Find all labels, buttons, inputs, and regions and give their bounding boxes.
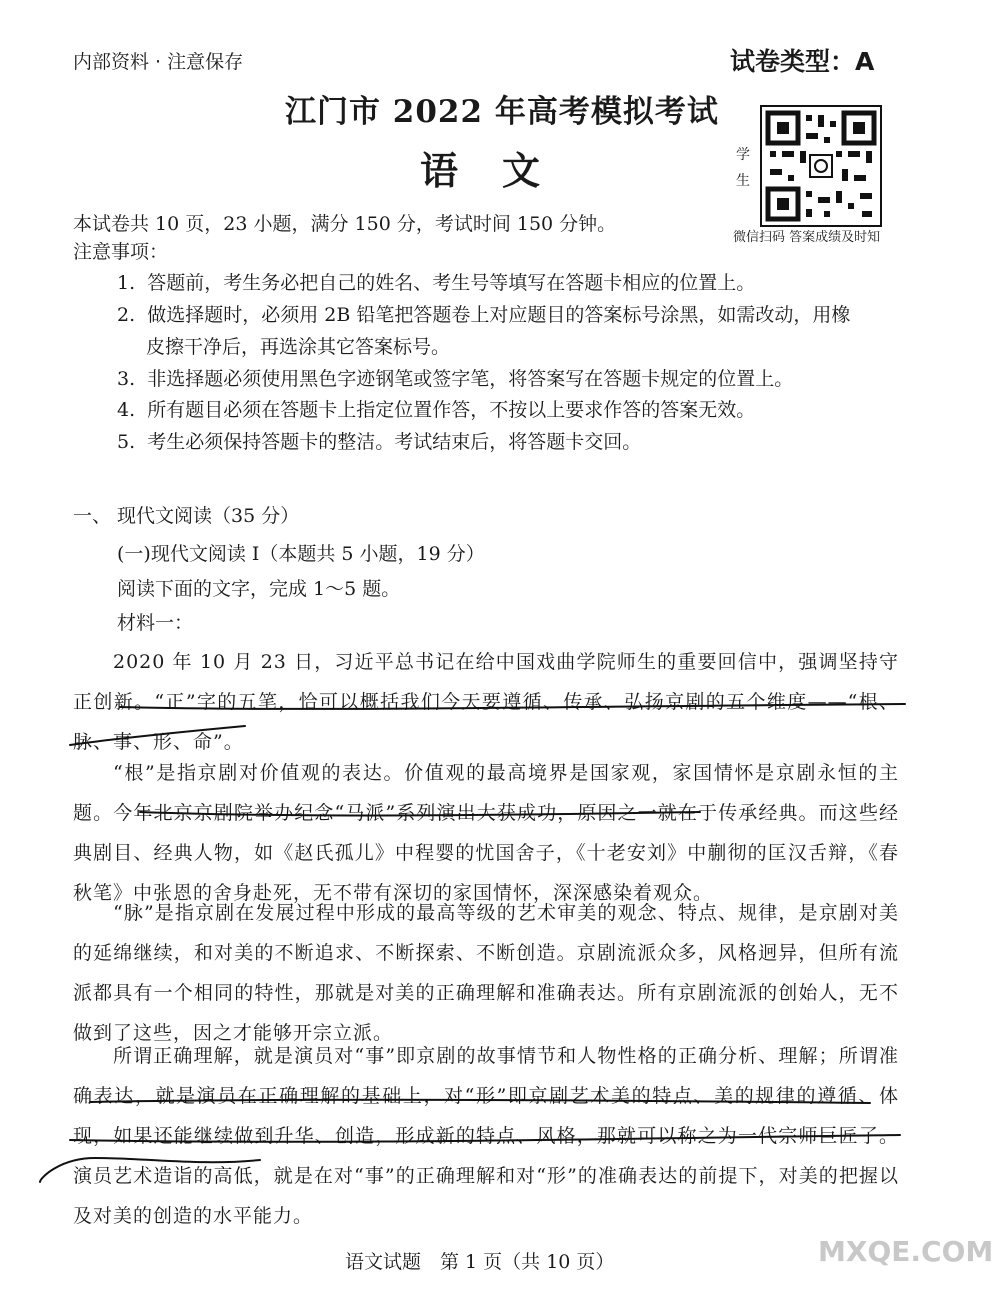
notice-number: 4. bbox=[117, 399, 136, 421]
underline-mark bbox=[70, 726, 245, 745]
body-paragraph: 2020 年 10 月 23 日，习近平总书记在给中国戏曲学院师生的重要回信中，强调坚持守正创新。“正”字的五笔，恰可以概括我们今天要遵循、传承、弘扬京剧的五个维度——“根、脉、事、形、命”。 bbox=[73, 651, 899, 753]
watermark-text: MXQE.COM bbox=[818, 1235, 994, 1268]
notice-number: 3. bbox=[117, 368, 136, 390]
notice-text: 答题前，考生务必把自己的姓名、考生号等填写在答题卡相应的位置上。 bbox=[147, 272, 756, 294]
notice-number: 1. bbox=[117, 272, 136, 294]
qr-caption: 微信扫码 答案成绩及时知 bbox=[733, 230, 881, 245]
subsection-heading: (一)现代文阅读 I（本题共 5 小题，19 分） bbox=[117, 543, 485, 565]
body-paragraph: “根”是指京剧对价值观的表达。价值观的最高境界是国家观，家国情怀是京剧永恒的主题。今年北京京剧院举办纪念“马派”系列演出大获成功，原因之一就在于传承经典。而这些经典剧目、经典人物，如《赵氏孤儿》中程婴的忧国舍子，《十老安刘》中蒯彻的匡汉舌辩，《春秋笔》中张恩的舍身赴死，无不带有深切的家国情怀，深深感染着观众。 bbox=[73, 762, 899, 904]
underline-mark bbox=[120, 704, 905, 709]
underline-mark bbox=[40, 1158, 260, 1182]
qr-side-label: 学生 bbox=[736, 147, 750, 189]
confidential-label: 内部资料 · 注意保存 bbox=[73, 51, 244, 73]
underline-mark bbox=[70, 1135, 900, 1142]
paper-type-label: 试卷类型：A bbox=[730, 47, 875, 76]
underline-mark bbox=[140, 812, 700, 815]
notice-text: 考生必须保持答题卡的整洁。考试结束后，将答题卡交回。 bbox=[147, 431, 642, 453]
exam-title: 江门市 2022 年高考模拟考试 bbox=[285, 94, 719, 130]
reading-instruction: 阅读下面的文字，完成 1～5 题。 bbox=[117, 578, 401, 600]
notice-text: 做选择题时，必须用 2B 铅笔把答题卷上对应题目的答案标号涂黑，如需改动，用橡 bbox=[147, 304, 851, 326]
notice-text: 非选择题必须使用黑色字迹钢笔或签字笔，将答案写在答题卡规定的位置上。 bbox=[147, 368, 794, 390]
body-paragraph: “脉”是指京剧在发展过程中形成的最高等级的艺术审美的观念、特点、规律，是京剧对美的延绵继续，和对美的不断追求、不断探索、不断创造。京剧流派众多，风格迥异，但所有流派都具有一个相同的特性，那就是对美的正确理解和准确表达。所有京剧流派的创始人，无不做到了这些，因之才能够开宗立派。 bbox=[73, 902, 899, 1044]
notice-title: 注意事项： bbox=[73, 241, 169, 263]
notice-number: 5. bbox=[117, 431, 136, 453]
notice-item-continued: 皮擦干净后，再选涂其它答案标号。 bbox=[146, 336, 451, 358]
notice-number: 2. bbox=[117, 304, 136, 326]
subject-title: 语文 bbox=[420, 148, 585, 193]
material-label: 材料一： bbox=[117, 612, 194, 634]
underline-mark bbox=[90, 1100, 870, 1103]
page-footer: 语文试题 第 1 页（共 10 页） bbox=[345, 1251, 615, 1273]
section-heading: 一、 现代文阅读（35 分） bbox=[73, 505, 300, 527]
body-paragraph: 所谓正确理解，就是演员对“事”即京剧的故事情节和人物性格的正确分析、理解；所谓准确表达，就是演员在正确理解的基础上，对“形”即京剧艺术美的特点、美的规律的遵循、体现，如果还能继续做到升华、创造，形成新的特点、风格，那就可以称之为一代宗师巨匠了。演员艺术造诣的高低，就是在对“事”的正确理解和对“形”的准确表达的前提下，对美的把握以及对美的创造的水平能力。 bbox=[73, 1045, 899, 1227]
exam-intro: 本试卷共 10 页，23 小题，满分 150 分，考试时间 150 分钟。 bbox=[73, 213, 617, 235]
notice-text: 所有题目必须在答题卡上指定位置作答，不按以上要求作答的答案无效。 bbox=[147, 399, 756, 421]
